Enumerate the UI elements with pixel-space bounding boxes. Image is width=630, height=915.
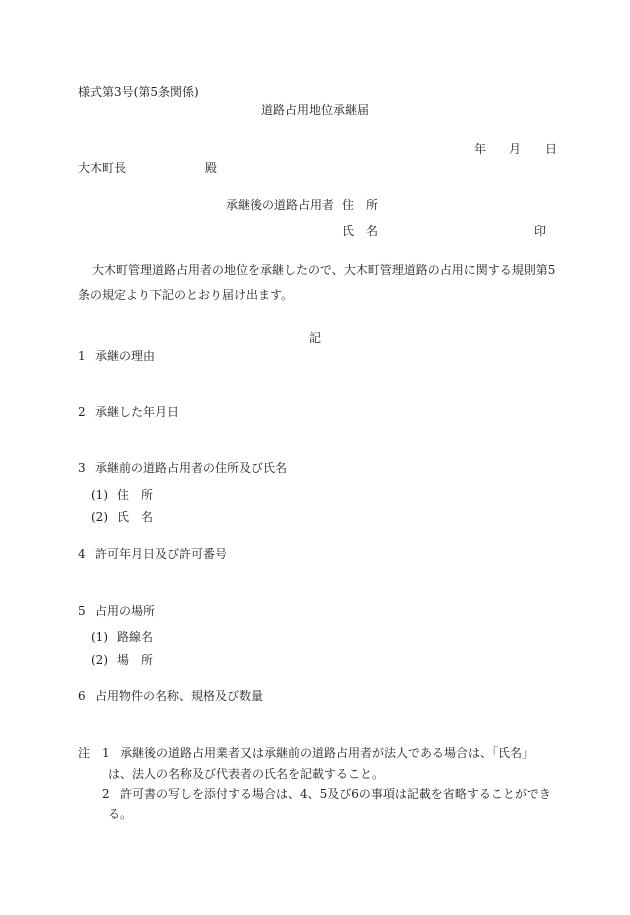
sub-item-number: (2) xyxy=(91,510,108,524)
note-number: 2 xyxy=(102,787,110,801)
sub-item-label: 氏 名 xyxy=(117,510,154,524)
note-line: 許可書の写しを添付する場合は、4、5及び6の事項は記載を省略することができ xyxy=(120,787,551,801)
document-title: 道路占用地位承継届 xyxy=(260,103,369,117)
note-line: は、法人の名称及び代表者の氏名を記載すること。 xyxy=(108,767,385,781)
applicant-name-label: 氏 名 xyxy=(342,224,379,238)
item-label: 承継の理由 xyxy=(95,349,156,363)
applicant-heading: 承継後の道路占用者 xyxy=(226,198,335,212)
item-label: 承継前の道路占用者の住所及び氏名 xyxy=(95,461,288,475)
item-number: 3 xyxy=(78,461,86,475)
notes-prefix: 注 xyxy=(78,746,91,760)
addressee-honorific: 殿 xyxy=(205,161,218,175)
item-number: 5 xyxy=(78,604,86,618)
note-line: る。 xyxy=(108,807,133,821)
sub-item-number: (2) xyxy=(91,653,108,667)
note-number: 1 xyxy=(102,746,110,760)
applicant-address-label: 住 所 xyxy=(342,198,379,212)
body-text-line-2: 条の規定より下記のとおり届け出ます。 xyxy=(78,288,294,302)
item-label: 許可年月日及び許可番号 xyxy=(95,547,228,561)
date-day: 日 xyxy=(545,142,558,156)
sub-item-number: (1) xyxy=(91,488,108,502)
addressee-name: 大木町長 xyxy=(78,161,127,175)
item-number: 1 xyxy=(78,349,86,363)
body-text-line-1: 大木町管理道路占用者の地位を承継したので、大木町管理道路の占用に関する規則第5 xyxy=(92,263,556,277)
item-label: 占用物件の名称、規格及び数量 xyxy=(95,689,264,703)
date-month: 月 xyxy=(509,142,522,156)
item-number: 6 xyxy=(78,689,86,703)
item-number: 2 xyxy=(78,405,86,419)
item-label: 占用の場所 xyxy=(95,604,156,618)
date-year: 年 xyxy=(474,142,487,156)
form-number-label: 様式第3号(第5条関係) xyxy=(78,85,199,99)
sub-item-number: (1) xyxy=(91,630,108,644)
note-line: 承継後の道路占用業者又は承継前の道路占用者が法人である場合は、「氏名」 xyxy=(120,746,535,760)
record-heading: 記 xyxy=(308,331,321,345)
seal-mark: 印 xyxy=(534,224,547,238)
item-label: 承継した年月日 xyxy=(95,405,180,419)
sub-item-label: 場 所 xyxy=(117,653,154,667)
sub-item-label: 住 所 xyxy=(117,488,154,502)
item-number: 4 xyxy=(78,547,86,561)
sub-item-label: 路線名 xyxy=(117,630,154,644)
